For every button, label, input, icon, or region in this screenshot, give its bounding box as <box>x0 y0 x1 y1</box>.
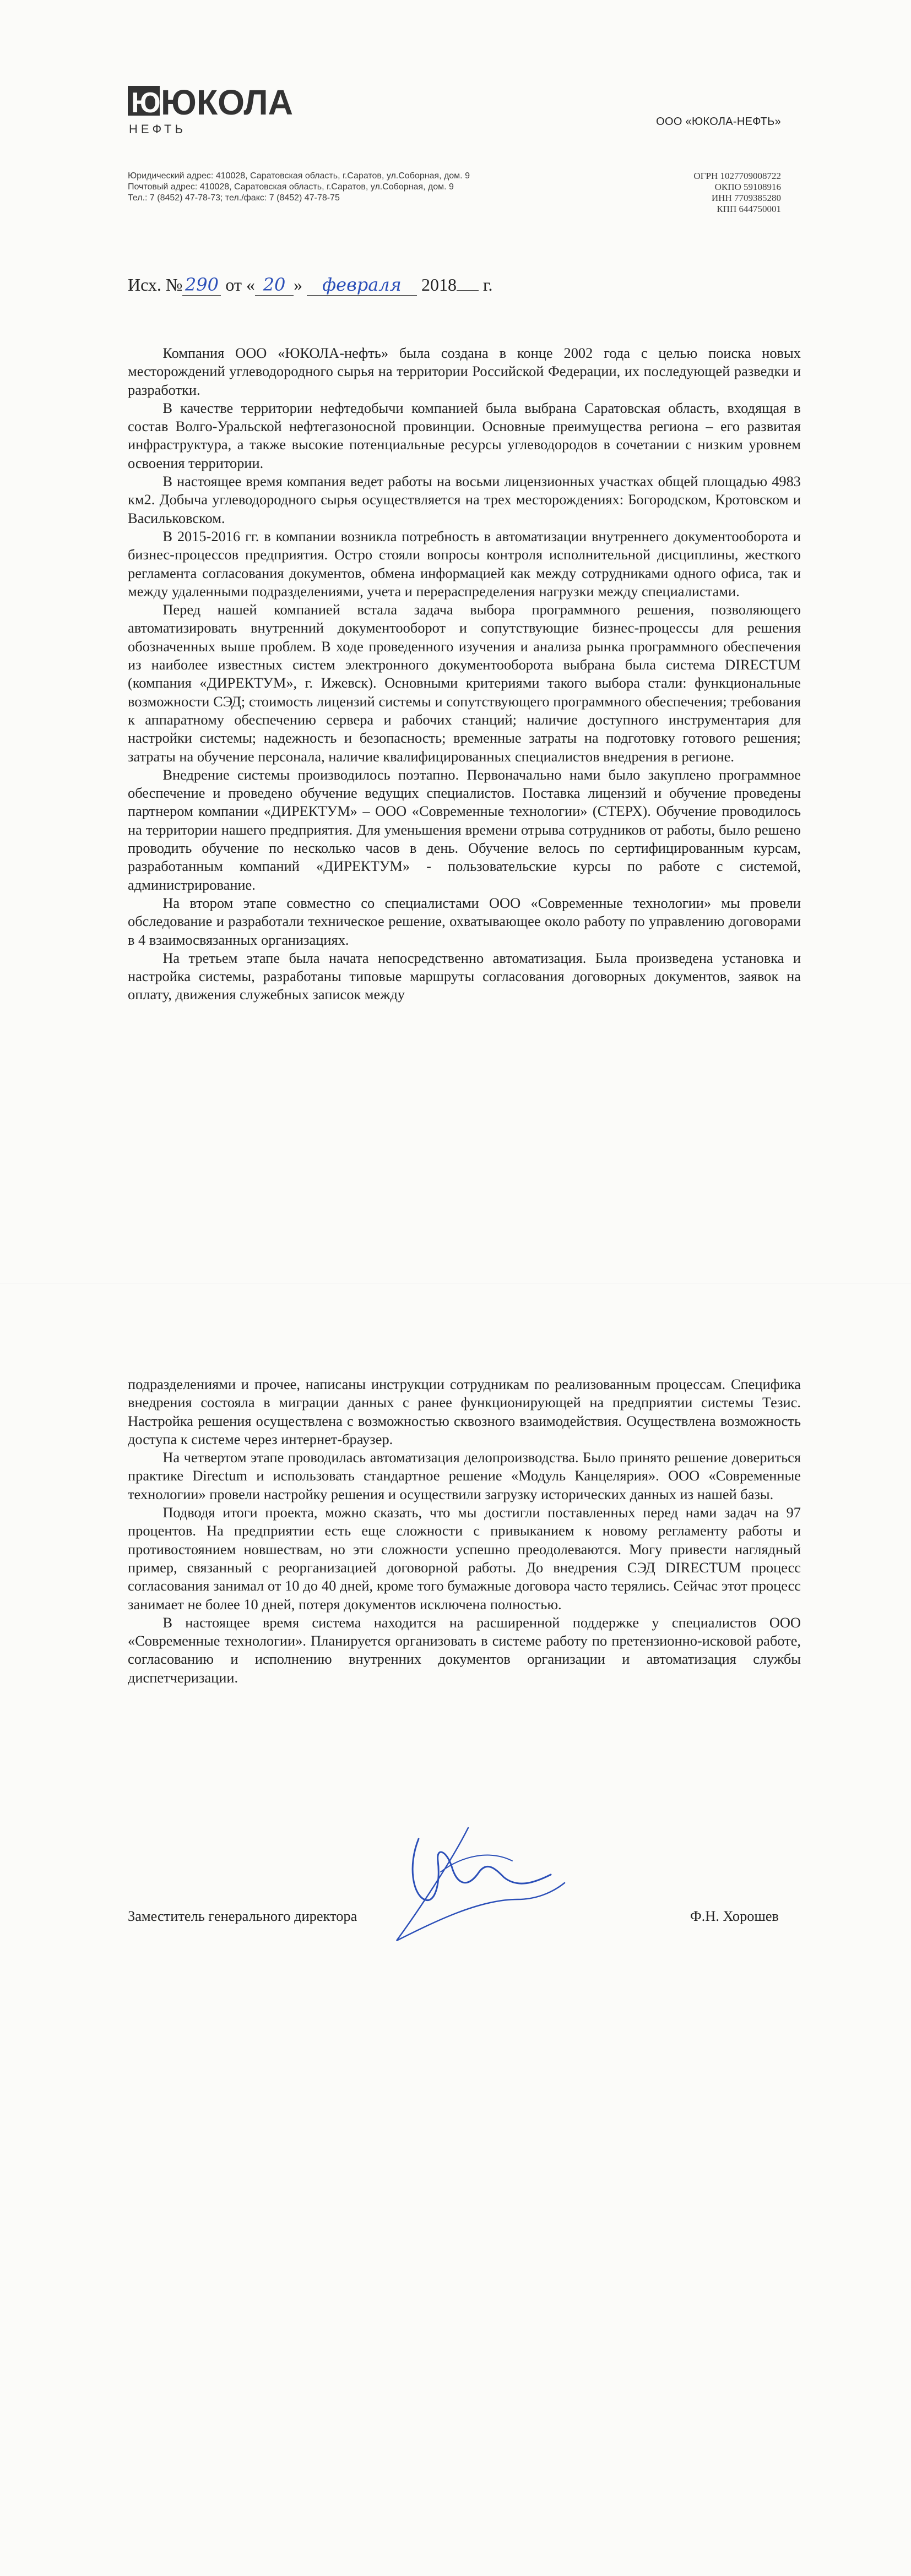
ref-prefix: Исх. № <box>128 275 183 295</box>
address-block <box>128 171 470 204</box>
ref-day: 20 <box>255 274 294 296</box>
letter-page-1 <box>0 0 911 1283</box>
paragraph: На втором этапе совместно со специалистами ООО «Современные технологии» мы провели обследование и разработали техническое решение, охватывающее около работу по управлению договорами в 4 взаимосвязанных организациях. <box>128 894 801 948</box>
postal-address: Почтовый адрес: 410028, Саратовская область, г.Саратов, ул.Соборная, дом. 9 <box>128 182 454 192</box>
ref-year-suffix: г. <box>482 275 493 295</box>
inn: ИНН 7709385280 <box>711 193 781 203</box>
letter-body-page-1 <box>128 344 801 1004</box>
svg-text:Ю: Ю <box>131 87 161 119</box>
paragraph: В настоящее время система находится на расширенной поддержке у специалистов ООО «Современные технологии». Планируется организовать в системе работу по претензионно-исковой работе, согласованию и исполнению внутренних документов организации и автоматизация службы диспетчеризации. <box>128 1614 801 1686</box>
outgoing-reference <box>128 274 493 296</box>
registration-ids <box>693 171 781 215</box>
ref-day-close: » <box>293 275 302 295</box>
handwritten-signature <box>386 1817 567 1949</box>
signer-position: Заместитель генерального директора <box>128 1908 357 1924</box>
paragraph: Перед нашей компанией встала задача выбора программного решения, позволяющего автоматизировать внутренний документооборот и сопутствующие бизнес-процессы для решения обозначенных выше проблем. В ходе проведенного изучения и анализа рынка программного обеспечения из наиболее известных систем электронного документооборота выбрана была система DIRECTUM (компания «ДИРЕКТУМ», г. Ижевск). Основными критериями такого выбора стали: функциональные возможности СЭД; стоимость лицензий системы и сопутствующего программного обеспечения; требования к аппаратному обеспечению сервера и рабочих станций; наличие доступного инструментария для настройки системы; надежность и безопасность; временные затраты на подготовку готового решения; затраты на обучение персонала, наличие квалифицированных специалистов внедрения в регионе. <box>128 601 801 765</box>
ref-from: от « <box>225 275 255 295</box>
kpp: КПП 644750001 <box>717 204 781 214</box>
ref-month: февраля <box>307 274 417 296</box>
legal-address: Юридический адрес: 410028, Саратовская область, г.Саратов, ул.Соборная, дом. 9 <box>128 171 470 181</box>
paragraph: В настоящее время компания ведет работы на восьми лицензионных участках общей площадью 4983 км2. Добыча углеводородного сырья осуществляется на трех месторождениях: Богородском, Кротовском и Васильковском. <box>128 473 801 526</box>
paragraph: На третьем этапе была начата непосредственно автоматизация. Была произведена установка и настройка системы, разработаны типовые маршруты согласования договорных документов, заявок на оплату, движения служебных записок между <box>128 949 801 1003</box>
paragraph: В 2015-2016 гг. в компании возникла потребность в автоматизации внутреннего документооборота и бизнес-процессов предприятия. Остро стояли вопросы контроля исполнительной дисциплины, жесткого регламента согласования документов, обмена информацией как между сотрудниками одного офиса, так и между удаленными подразделениями, учета и перераспределения нагрузки между специалистами. <box>128 527 801 600</box>
logo-subtext: НЕФТЬ <box>129 122 186 136</box>
ogrn: ОГРН 1027709008722 <box>693 171 781 181</box>
company-logo <box>128 83 392 138</box>
paragraph: На четвертом этапе проводилась автоматизация делопроизводства. Было принято решение довериться практике Directum и использовать стандартное решение «Модуль Канцелярия». ООО «Современные технологии» провели настройку решения и осуществили загрузку исторических данных из нашей базы. <box>128 1449 801 1502</box>
paragraph: Компания ООО «ЮКОЛА-нефть» была создана в конце 2002 года с целью поиска новых месторождений углеводородного сырья на территории Российской Федерации, их последующей разведки и разработки. <box>128 345 801 398</box>
okpo: ОКПО 59108916 <box>714 182 781 192</box>
paragraph: Внедрение системы производилось поэтапно. Первоначально нами было закуплено программное обеспечение и проведено обучение ведущих специалистов. Поставка лицензий и обучение проведены партнером компании «ДИРЕКТУМ» – ООО «Современные технологии» (СТЕРХ). Обучение проводилось на территории нашего предприятия. Для уменьшения времени отрыва сотрудников от работы, было решено проводить обучение по несколько часов в день. Обучение велось по сертифицированным курсам, разработанным компаний «ДИРЕКТУМ» - пользовательские курсы по работе с системой, администрирование. <box>128 766 801 893</box>
logo-text: ЮКОЛА <box>161 83 293 122</box>
paragraph: Подводя итоги проекта, можно сказать, что мы достигли поставленных перед нами задач на 97 процентов. На предприятии есть еще сложности с привыканием к новому регламенту работы и противостоянием новшествам, но эти сложности успешно преодолеваются. Могу привести наглядный пример, связанный с реорганизацией договорной работы. До внедрения СЭД DIRECTUM процесс согласования занимал от 10 до 40 дней, кроме того бумажные договора часто терялись. Сейчас этот процесс занимает не более 10 дней, потеря документов исключена полностью. <box>128 1504 801 1613</box>
signer-name: Ф.Н. Хорошев <box>690 1908 779 1924</box>
letter-body-page-2 <box>128 1375 801 1687</box>
phone: Тел.: 7 (8452) 47-78-73; тел./факс: 7 (8452) 47-78-75 <box>128 193 340 203</box>
ref-number: 290 <box>182 274 221 296</box>
paragraph: В качестве территории нефтедобычи компанией была выбрана Саратовская область, входящая в состав Волго-Уральской нефтегазоносной провинции. Основные преимущества региона – его развитая инфраструктура, а также высокие потенциальные ресурсы углеводородов в сочетании с низким уровнем освоения территории. <box>128 399 801 471</box>
company-name: ООО «ЮКОЛА-НЕФТЬ» <box>656 116 781 128</box>
paragraph: подразделениями и прочее, написаны инструкции сотрудникам по реализованным процессам. Специфика внедрения состояла в миграции данных с ранее функционирующей на предприятии системы Тезис. Настройка решения осуществлена с возможностью сквозного взаимодействия. Осуществлена возможность доступа к системе через интернет-браузер. <box>128 1376 801 1447</box>
ref-year: 2018 <box>421 275 457 295</box>
